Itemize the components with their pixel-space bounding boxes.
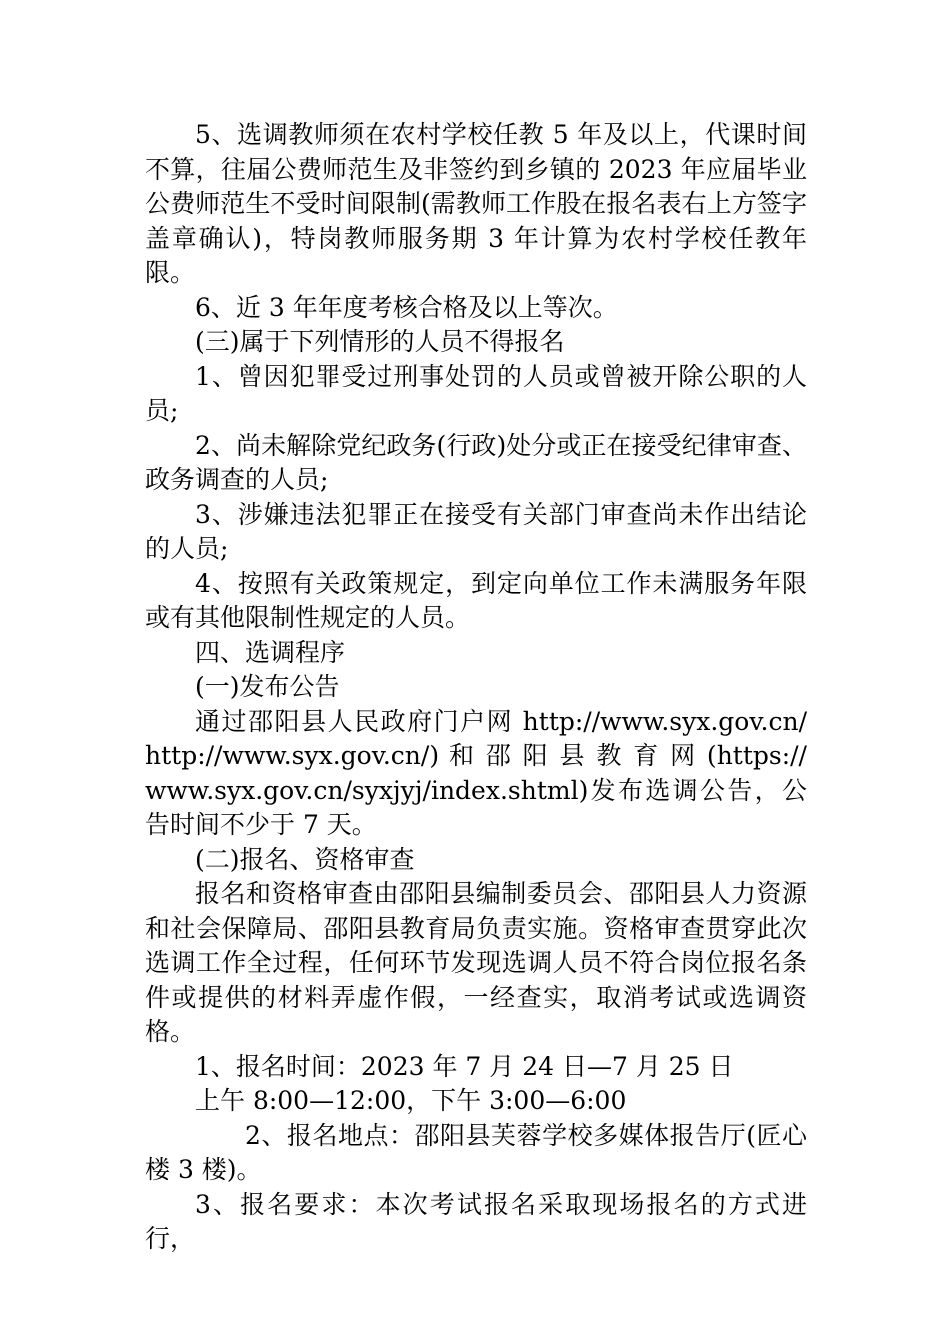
paragraph-announcement: 通过邵阳县人民政府门户网 http://www.syx.gov.cn/ http://www.syx.gov.cn/) 和 邵 阳 县 教 育 网 (https:// www.syx.gov.cn/syxjyj/index.shtml)发布选调公告，公告时间不少于 7 天。: [145, 706, 807, 839]
document-page: [145, 118, 807, 1257]
paragraph-exclusion-2: 2、尚未解除党纪政务(行政)处分或正在接受纪律审查、政务调查的人员;: [145, 430, 807, 494]
paragraph-registration-requirements: 3、报名要求：本次考试报名采取现场报名的方式进行，: [145, 1189, 807, 1253]
paragraph-exclusion-1: 1、曾因犯罪受过刑事处罚的人员或曾被开除公职的人员;: [145, 361, 807, 425]
paragraph-requirement-6: 6、近 3 年年度考核合格及以上等次。: [195, 292, 618, 322]
paragraph-registration-location: 2、报名地点：邵阳县芙蓉学校多媒体报告厅(匠心楼 3 楼)。: [145, 1120, 807, 1184]
section-heading-exclusions: (三)属于下列情形的人员不得报名: [195, 327, 565, 356]
subsection-heading-announcement: (一)发布公告: [195, 672, 340, 701]
subsection-heading-registration: (二)报名、资格审查: [195, 844, 415, 874]
paragraph-registration: 报名和资格审查由邵阳县编制委员会、邵阳县人力资源和社会保障局、邵阳县教育局负责实施。资格审查贯穿此次选调工作全过程，任何环节发现选调人员不符合岗位报名条件或提供的材料弄虚作假，一经查实，取消考试或选调资格。: [145, 879, 807, 1046]
paragraph-exclusion-4: 4、按照有关政策规定，到定向单位工作未满服务年限或有其他限制性规定的人员。: [145, 568, 807, 632]
paragraph-registration-hours: 上午 8:00—12:00，下午 3:00—6:00: [195, 1086, 627, 1115]
paragraph-registration-time: 1、报名时间：2023 年 7 月 24 日—7 月 25 日: [195, 1051, 734, 1081]
paragraph-requirement-5: 5、选调教师须在农村学校任教 5 年及以上，代课时间不算，往届公费师范生及非签约到乡镇的 2023 年应届毕业公费师范生不受时间限制(需教师工作股在报名表右上方签字盖章确认)，特岗教师服务期 3 年计算为农村学校任教年限。: [145, 120, 807, 287]
section-heading-procedure: 四、选调程序: [195, 637, 346, 667]
paragraph-exclusion-3: 3、涉嫌违法犯罪正在接受有关部门审查尚未作出结论的人员;: [145, 499, 807, 563]
